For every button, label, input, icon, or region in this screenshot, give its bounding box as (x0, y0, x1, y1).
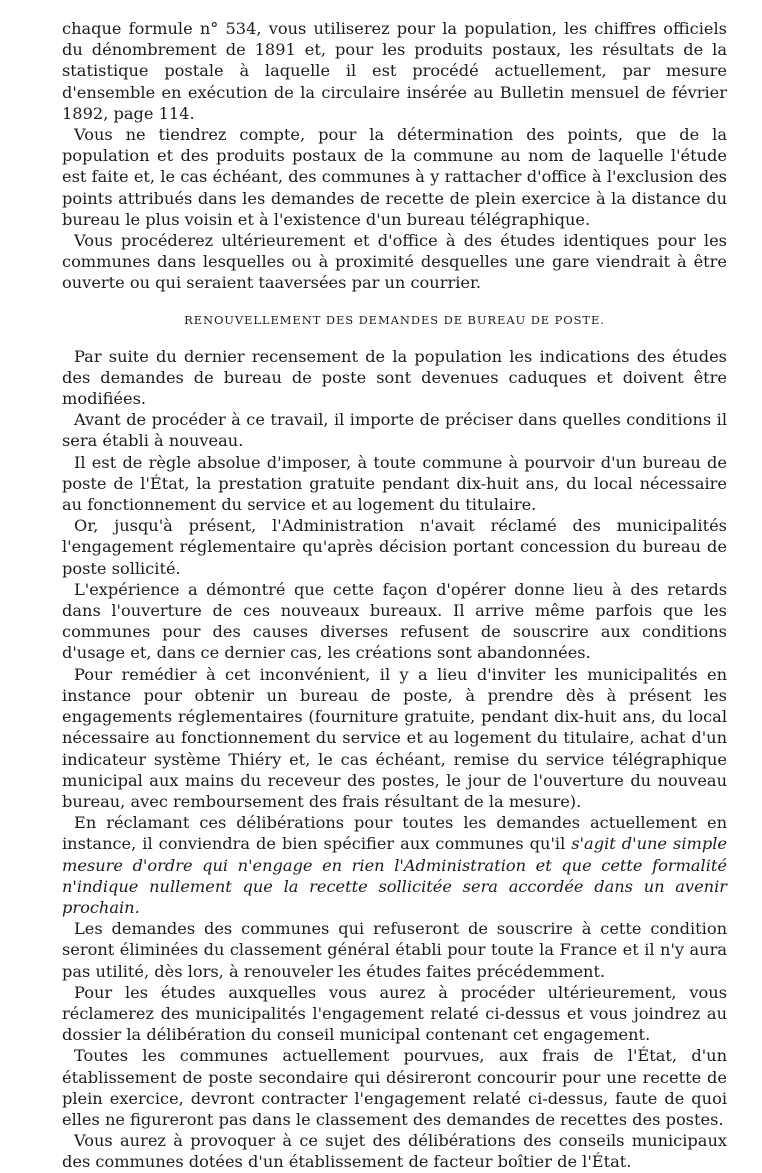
body-paragraph-7 (62, 812, 727, 918)
body-paragraph-5: L'expérience a démontré que cette façon d'opérer donne lieu à des retards dans l'ouverture de ces nouveaux bureaux. Il arrive même parfois que les communes pour des causes diverses refusent de souscrire aux conditions d'usage et, dans ce dernier cas, les créations sont abandonnées. (62, 579, 727, 663)
body-paragraph-7-italic: s'agit d'une simple mesure d'ordre qui n'engage en rien l'Administration et que cette formalité n'indique nullement que la recette sollicitée sera accordée dans un avenir prochain. (62, 834, 727, 917)
body-paragraph-6: Pour remédier à cet inconvénient, il y a lieu d'inviter les municipalités en instance pour obtenir un bureau de poste, à prendre dès à présent les engagements réglementaires (fourniture gratuite, pendant dix-huit ans, du local nécessaire au fonctionnement du service et au logement du titulaire, achat d'un indicateur système Thiéry et, le cas échéant, remise du service télégraphique municipal aux mains du receveur des postes, le jour de l'ouverture du nouveau bureau, avec remboursement des frais résultant de la mesure). (62, 664, 727, 811)
document-page (62, 18, 727, 1173)
body-paragraph-4: Or, jusqu'à présent, l'Administration n'avait réclamé des municipalités l'engagement réglementaire qu'après décision portant concession du bureau de poste sollicité. (62, 516, 727, 578)
body-paragraph-9: Pour les études auxquelles vous aurez à procéder ultérieurement, vous réclamerez des municipalités l'engagement relaté ci-dessus et vous joindrez au dossier la délibération du conseil municipal contenant cet engagement. (62, 982, 727, 1045)
body-paragraph-8: Les demandes des communes qui refuseront de souscrire à cette condition seront éliminées du classement général établi pour toute la France et il n'y aura pas utilité, dès lors, à renouveler les études faites précédemment. (62, 919, 727, 981)
body-paragraph-1: Par suite du dernier recensement de la population les indications des études des demandes de bureau de poste sont devenues caduques et doivent être modifiées. (62, 346, 727, 409)
body-paragraph-10: Toutes les communes actuellement pourvues, aux frais de l'État, d'un établissement de poste secondaire qui désireront concourir pour une recette de plein exercice, devront contracter l'engagement relaté ci-dessus, faute de quoi elles ne figureront pas dans le classement des demandes de recettes des postes. (62, 1046, 727, 1129)
intro-paragraph-3: Vous procéderez ultérieurement et d'office à des études identiques pour les communes dans lesquelles ou à proximité desquelles une gare viendrait à être ouverte ou qui seraient taaversées par un courrier. (62, 231, 727, 293)
section-heading: RENOUVELLEMENT DES DEMANDES DE BUREAU DE POSTE. (184, 312, 605, 327)
intro-paragraph-1: chaque formule n° 534, vous utiliserez pour la population, les chiffres officiels du dénombrement de 1891 et, pour les produits postaux, les résultats de la statistique postale à laquelle il est procédé actuellement, par mesure d'ensemble en exécution de la circulaire insérée au Bulletin mensuel de février 1892, page 114. (62, 19, 727, 123)
body-paragraph-11: Vous aurez à provoquer à ce sujet des délibérations des conseils municipaux des communes dotées d'un établissement de facteur boîtier de l'État. (62, 1131, 727, 1172)
body-paragraph-2: Avant de procéder à ce travail, il importe de préciser dans quelles conditions il sera établi à nouveau. (62, 410, 727, 451)
body-paragraph-7-text: En réclamant ces délibérations pour toutes les demandes actuellement en instance, il conviendra de bien spécifier aux communes qu'il (62, 813, 727, 854)
intro-paragraph-2: Vous ne tiendrez compte, pour la détermination des points, que de la population et des produits postaux de la commune au nom de laquelle l'étude est faite et, le cas échéant, des communes à y rattacher d'office à l'exclusion des points attribués dans les demandes de recette de plein exercice à la distance du bureau le plus voisin et à l'existence d'un bureau télégraphique. (62, 125, 727, 229)
body-paragraph-3: Il est de règle absolue d'imposer, à toute commune à pourvoir d'un bureau de poste de l'État, la prestation gratuite pendant dix-huit ans, du local nécessaire au fonctionnement du service et au logement du titulaire. (62, 452, 727, 515)
